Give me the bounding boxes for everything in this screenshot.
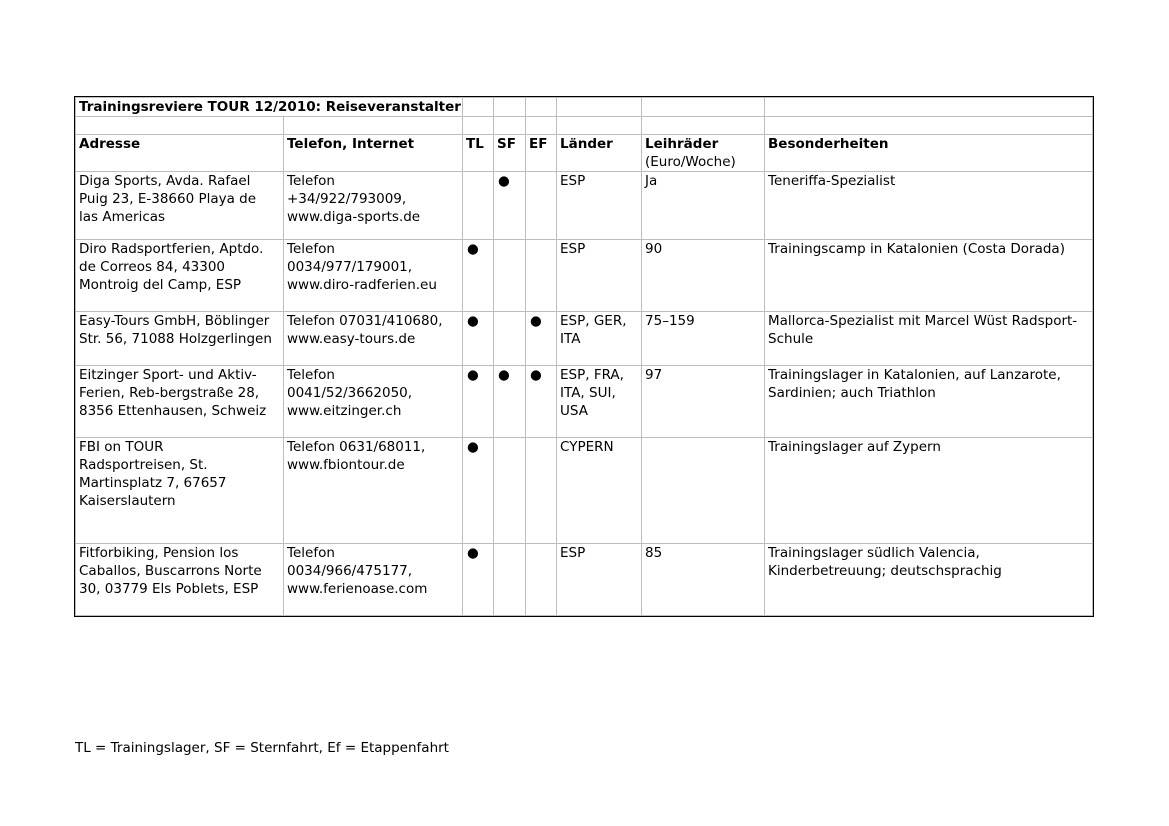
table-row bbox=[76, 172, 1093, 240]
cell-telefon: Telefon +34/922/793009, www.diga-sports.de bbox=[284, 172, 463, 240]
cell-telefon: Telefon 0034/966/475177, www.ferienoase.com bbox=[284, 544, 463, 616]
cell-tl: ● bbox=[463, 544, 494, 616]
cell-sf bbox=[494, 544, 526, 616]
cell-laender: CYPERN bbox=[557, 438, 642, 544]
cell-leihraeder: 97 bbox=[642, 366, 765, 438]
cell-ef bbox=[526, 240, 557, 312]
header-adresse: Adresse bbox=[76, 135, 284, 172]
cell-besonderheiten: Teneriffa-Spezialist bbox=[765, 172, 1093, 240]
cell-sf: ● bbox=[494, 366, 526, 438]
cell-laender: ESP bbox=[557, 240, 642, 312]
header-sf: SF bbox=[494, 135, 526, 172]
header-leihraeder-unit: (Euro/Woche) bbox=[645, 154, 736, 170]
cell-telefon: Telefon 07031/410680, www.easy-tours.de bbox=[284, 312, 463, 366]
header-telefon: Telefon, Internet bbox=[284, 135, 463, 172]
cell-ef bbox=[526, 544, 557, 616]
table-row bbox=[76, 240, 1093, 312]
cell-laender: ESP bbox=[557, 544, 642, 616]
cell-sf: ● bbox=[494, 172, 526, 240]
table-row bbox=[76, 438, 1093, 544]
table-row bbox=[76, 544, 1093, 616]
cell-sf bbox=[494, 438, 526, 544]
cell-besonderheiten: Trainingslager südlich Valencia, Kinderbetreuung; deutschsprachig bbox=[765, 544, 1093, 616]
cell-tl: ● bbox=[463, 438, 494, 544]
cell-leihraeder: 85 bbox=[642, 544, 765, 616]
header-tl: TL bbox=[463, 135, 494, 172]
header-ef: EF bbox=[526, 135, 557, 172]
cell-besonderheiten: Mallorca-Spezialist mit Marcel Wüst Radsport- Schule bbox=[765, 312, 1093, 366]
cell-sf bbox=[494, 240, 526, 312]
cell-besonderheiten: Trainingscamp in Katalonien (Costa Dorada) bbox=[765, 240, 1093, 312]
cell-telefon: Telefon 0041/52/3662050, www.eitzinger.ch bbox=[284, 366, 463, 438]
table-title: Trainingsreviere TOUR 12/2010: Reiseveranstalter bbox=[76, 98, 463, 117]
cell-leihraeder bbox=[642, 438, 765, 544]
cell-laender: ESP, GER, ITA bbox=[557, 312, 642, 366]
table-row bbox=[76, 312, 1093, 366]
cell-ef bbox=[526, 172, 557, 240]
cell-adresse: Fitforbiking, Pension los Caballos, Buscarrons Norte 30, 03779 Els Poblets, ESP bbox=[76, 544, 284, 616]
cell-leihraeder: 90 bbox=[642, 240, 765, 312]
cell-leihraeder: Ja bbox=[642, 172, 765, 240]
operators-table bbox=[75, 97, 1093, 616]
cell-besonderheiten: Trainingslager auf Zypern bbox=[765, 438, 1093, 544]
cell-besonderheiten: Trainingslager in Katalonien, auf Lanzarote, Sardinien; auch Triathlon bbox=[765, 366, 1093, 438]
cell-ef bbox=[526, 438, 557, 544]
operators-table-container bbox=[75, 97, 1092, 616]
cell-adresse: Diro Radsportferien, Aptdo. de Correos 84, 43300 Montroig del Camp, ESP bbox=[76, 240, 284, 312]
cell-telefon: Telefon 0631/68011, www.fbiontour.de bbox=[284, 438, 463, 544]
legend-footnote: TL = Trainingslager, SF = Sternfahrt, Ef = Etappenfahrt bbox=[75, 740, 449, 756]
header-laender: Länder bbox=[557, 135, 642, 172]
cell-ef: ● bbox=[526, 312, 557, 366]
cell-adresse: Diga Sports, Avda. Rafael Puig 23, E-38660 Playa de las Americas bbox=[76, 172, 284, 240]
header-leihraeder: Leihräder (Euro/Woche) bbox=[642, 135, 765, 172]
title-row bbox=[76, 98, 1093, 117]
cell-tl: ● bbox=[463, 240, 494, 312]
cell-sf bbox=[494, 312, 526, 366]
cell-tl bbox=[463, 172, 494, 240]
header-row bbox=[76, 135, 1093, 172]
cell-laender: ESP, FRA, ITA, SUI, USA bbox=[557, 366, 642, 438]
cell-telefon: Telefon 0034/977/179001, www.diro-radferien.eu bbox=[284, 240, 463, 312]
cell-leihraeder: 75–159 bbox=[642, 312, 765, 366]
cell-adresse: FBI on TOUR Radsportreisen, St. Martinsplatz 7, 67657 Kaiserslautern bbox=[76, 438, 284, 544]
header-besonderheiten: Besonderheiten bbox=[765, 135, 1093, 172]
cell-tl: ● bbox=[463, 366, 494, 438]
cell-adresse: Easy-Tours GmbH, Böblinger Str. 56, 71088 Holzgerlingen bbox=[76, 312, 284, 366]
cell-tl: ● bbox=[463, 312, 494, 366]
cell-adresse: Eitzinger Sport- und Aktiv- Ferien, Reb-bergstraße 28, 8356 Ettenhausen, Schweiz bbox=[76, 366, 284, 438]
cell-ef: ● bbox=[526, 366, 557, 438]
table-row bbox=[76, 366, 1093, 438]
spacer-row bbox=[76, 117, 1093, 135]
cell-laender: ESP bbox=[557, 172, 642, 240]
